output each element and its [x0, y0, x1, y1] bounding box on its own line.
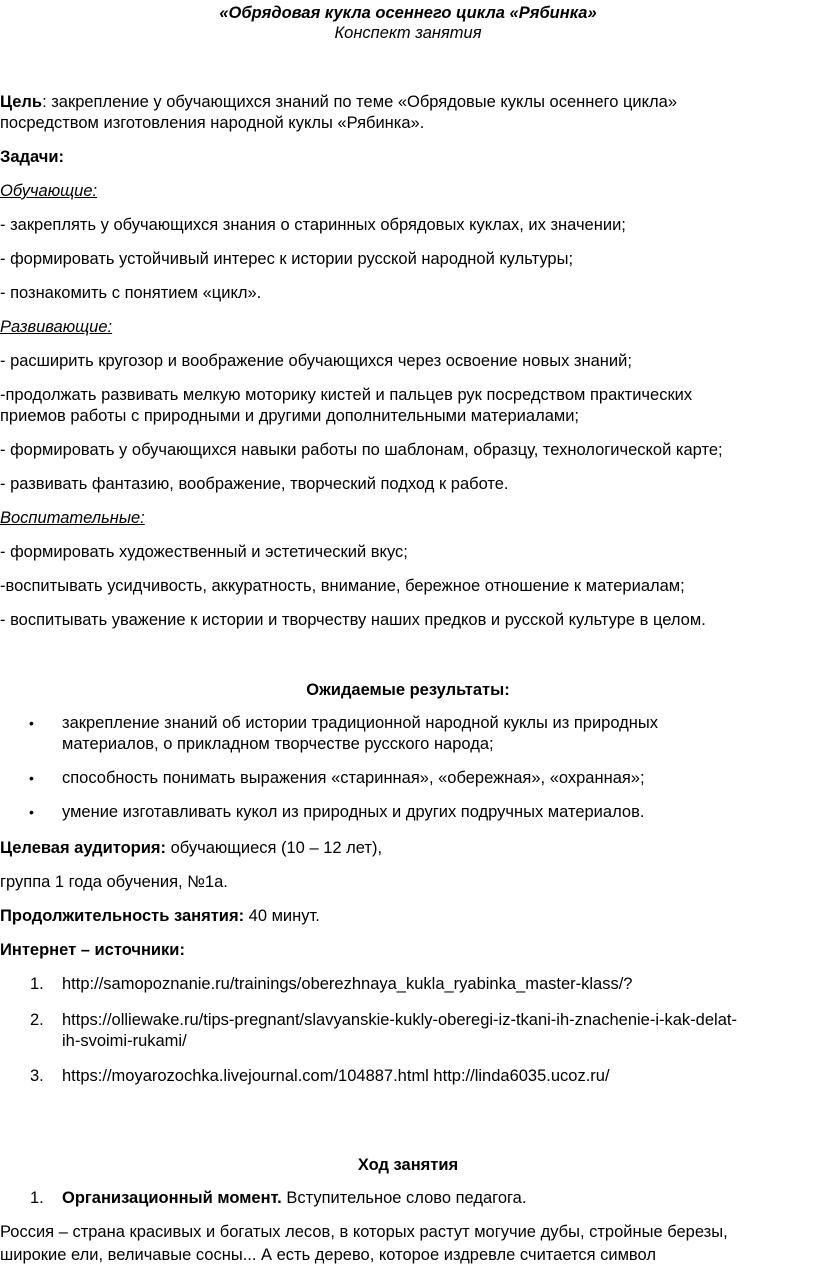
lesson-paragraph-line-2: широкие ели, величавые сосны... А есть дерево, которое издревле считается символ	[0, 1246, 656, 1264]
lesson-step-number-1: 1.	[30, 1189, 44, 1207]
lesson-paragraph-line-1: Россия – страна красивых и богатых лесов, в которых растут могучие дубы, стройные березы,	[0, 1223, 728, 1241]
result-2: способность понимать выражения «старинная», «обережная», «охранная»;	[62, 769, 645, 787]
sources-heading: Интернет – источники:	[0, 941, 185, 959]
developing-item-4: - развивать фантазию, воображение, творческий подход к работе.	[0, 475, 509, 493]
lesson-step-1	[62, 1188, 526, 1208]
duration-line	[0, 906, 320, 926]
results-heading: Ожидаемые результаты:	[306, 681, 510, 699]
result-1-line-2: материалов, о прикладном творчестве русского народа;	[62, 735, 494, 753]
doc-subtitle: Конспект занятия	[334, 24, 482, 42]
goal-text: : закрепление у обучающихся знаний по теме «Обрядовые куклы осеннего цикла»	[42, 93, 678, 111]
upbringing-item-3: - воспитывать уважение к истории и творчеству наших предков и русской культуре в целом.	[0, 611, 706, 629]
lesson-step-1-text: Вступительное слово педагога.	[281, 1189, 527, 1207]
source-number-2: 2.	[30, 1011, 44, 1029]
audience-value: обучающиеся (10 – 12 лет),	[166, 839, 383, 857]
teaching-item-1: - закреплять у обучающихся знания о старинных обрядовых куклах, их значении;	[0, 216, 626, 234]
source-link-1[interactable]: http://samopoznanie.ru/trainings/oberezhnaya_kukla_ryabinka_master-klass/?	[62, 975, 633, 993]
lesson-step-1-label: Организационный момент.	[62, 1189, 282, 1207]
source-link-2-line-2[interactable]: ih-svoimi-rukami/	[62, 1032, 187, 1050]
teaching-item-3: - познакомить с понятием «цикл».	[0, 284, 262, 302]
result-1-line-1: закрепление знаний об истории традиционной народной куклы из природных	[62, 714, 659, 732]
teaching-heading: Обучающие:	[0, 182, 98, 200]
audience-label: Целевая аудитория:	[0, 839, 167, 857]
source-link-2-line-1[interactable]: https://olliewake.ru/tips-pregnant/slavyanskie-kukly-oberegi-iz-tkani-ih-znachenie-i-kak-delat-	[62, 1011, 737, 1029]
bullet-icon: •	[29, 715, 34, 731]
developing-item-2-line-2: приемов работы с природными и другими дополнительными материалами;	[0, 407, 580, 425]
result-3: умение изготавливать кукол из природных и других подручных материалов.	[62, 803, 645, 821]
audience-group: группа 1 года обучения, №1а.	[0, 873, 228, 891]
source-number-3: 3.	[30, 1067, 44, 1085]
source-number-1: 1.	[30, 975, 44, 993]
duration-label: Продолжительность занятия:	[0, 907, 245, 925]
lesson-heading: Ход занятия	[357, 1156, 459, 1174]
goal-label: Цель	[0, 93, 43, 111]
upbringing-item-2: -воспитывать усидчивость, аккуратность, внимание, бережное отношение к материалам;	[0, 577, 685, 595]
developing-item-1: - расширить кругозор и воображение обучающихся через освоение новых знаний;	[0, 352, 632, 370]
teaching-item-2: - формировать устойчивый интерес к истории русской народной культуры;	[0, 250, 574, 268]
developing-heading: Развивающие:	[0, 318, 113, 336]
bullet-icon: •	[29, 770, 34, 786]
upbringing-item-1: - формировать художественный и эстетический вкус;	[0, 543, 408, 561]
developing-item-3: - формировать у обучающихся навыки работы по шаблонам, образцу, технологической карте;	[0, 441, 723, 459]
goal-line-2: посредством изготовления народной куклы «Рябинка».	[0, 114, 425, 132]
goal-line-1	[0, 92, 677, 112]
source-links-3[interactable]: https://moyarozochka.livejournal.com/104887.html http://linda6035.ucoz.ru/	[62, 1067, 610, 1085]
doc-title: «Обрядовая кукла осеннего цикла «Рябинка»	[219, 4, 597, 22]
bullet-icon: •	[29, 804, 34, 820]
upbringing-heading: Воспитательные:	[0, 509, 145, 527]
audience-line	[0, 838, 382, 858]
duration-value: 40 минут.	[244, 907, 320, 925]
tasks-heading: Задачи:	[0, 148, 64, 166]
developing-item-2-line-1: -продолжать развивать мелкую моторику кистей и пальцев рук посредством практических	[0, 386, 693, 404]
